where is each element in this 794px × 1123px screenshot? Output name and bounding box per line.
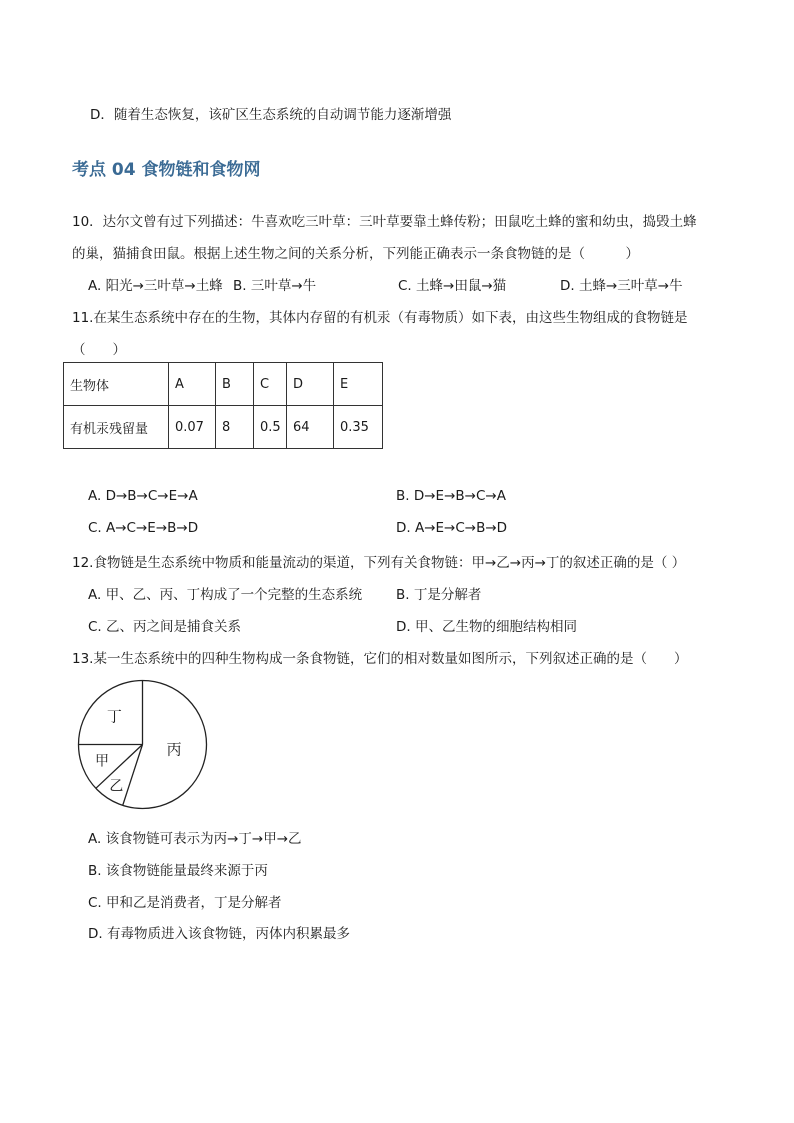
q11-option-c: C. A→C→E→B→D	[88, 520, 199, 536]
pie-slice-label: 丁	[106, 707, 122, 726]
q10-option-a: A. 阳光→三叶草→土蜂	[88, 278, 223, 294]
q10-stem-line1: 10．达尔文曾有过下列描述：牛喜欢吃三叶草：三叶草要靠土蜂传粉；田鼠吃土蜂的蜜和幼虫，捣毁土蜂	[72, 214, 697, 230]
table-row	[64, 363, 383, 406]
q12-option-d: D. 甲、乙生物的细胞结构相同	[396, 619, 577, 635]
table-cell: 生物体	[64, 363, 169, 406]
q11-option-b: B. D→E→B→C→A	[396, 488, 506, 504]
section-heading: 考点 04 食物链和食物网	[72, 160, 261, 180]
mercury-table	[63, 362, 383, 449]
q13-option-a: A. 该食物链可表示为丙→丁→甲→乙	[88, 831, 302, 847]
q12-option-b: B. 丁是分解者	[396, 587, 482, 603]
q11-option-d: D. A→E→C→B→D	[396, 520, 508, 536]
table-cell: B	[216, 363, 254, 406]
pie-slice-label: 丙	[166, 740, 182, 759]
table-cell: E	[334, 363, 383, 406]
q10-stem-line2: 的巢，猫捕食田鼠。根据上述生物之间的关系分析，下列能正确表示一条食物链的是（ ）	[72, 246, 639, 262]
q10-option-c: C. 土蜂→田鼠→猫	[398, 278, 507, 294]
q11-stem-line2: （ ）	[72, 342, 126, 358]
table-cell: 0.07	[169, 406, 216, 449]
q11-option-a: A. D→B→C→E→A	[88, 488, 198, 504]
table-cell: 0.5	[254, 406, 287, 449]
q11-stem-line1: 11.在某生态系统中存在的生物，其体内存留的有机汞（有毒物质）如下表，由这些生物组成的食物链是	[72, 310, 688, 326]
q13-option-b: B. 该食物链能量最终来源于丙	[88, 863, 268, 879]
pie-slice-label: 甲	[95, 753, 110, 770]
q10-option-d: D. 土蜂→三叶草→牛	[560, 278, 683, 294]
q13-stem: 13.某一生态系统中的四种生物构成一条食物链，它们的相对数量如图所示，下列叙述正确的是（ ）	[72, 651, 688, 667]
pie-chart	[70, 672, 215, 817]
q13-option-d: D. 有毒物质进入该食物链，丙体内积累最多	[88, 926, 350, 942]
q12-option-c: C. 乙、丙之间是捕食关系	[88, 619, 242, 635]
pie-slice-label: 乙	[109, 778, 124, 795]
table-cell: D	[287, 363, 334, 406]
table-cell: 0.35	[334, 406, 383, 449]
q12-option-a: A. 甲、乙、丙、丁构成了一个完整的生态系统	[88, 587, 363, 603]
table-cell: 8	[216, 406, 254, 449]
table-cell: C	[254, 363, 287, 406]
table-cell: A	[169, 363, 216, 406]
table-cell: 64	[287, 406, 334, 449]
table-cell: 有机汞残留量	[64, 406, 169, 449]
q13-option-c: C. 甲和乙是消费者，丁是分解者	[88, 895, 282, 911]
q12-stem: 12.食物链是生态系统中物质和能量流动的渠道，下列有关食物链：甲→乙→丙→丁的叙述正确的是（ ）	[72, 555, 686, 571]
table-row	[64, 406, 383, 449]
q9-option-d: D．随着生态恢复，该矿区生态系统的自动调节能力逐渐增强	[90, 107, 452, 123]
q10-option-b: B. 三叶草→牛	[233, 278, 317, 294]
